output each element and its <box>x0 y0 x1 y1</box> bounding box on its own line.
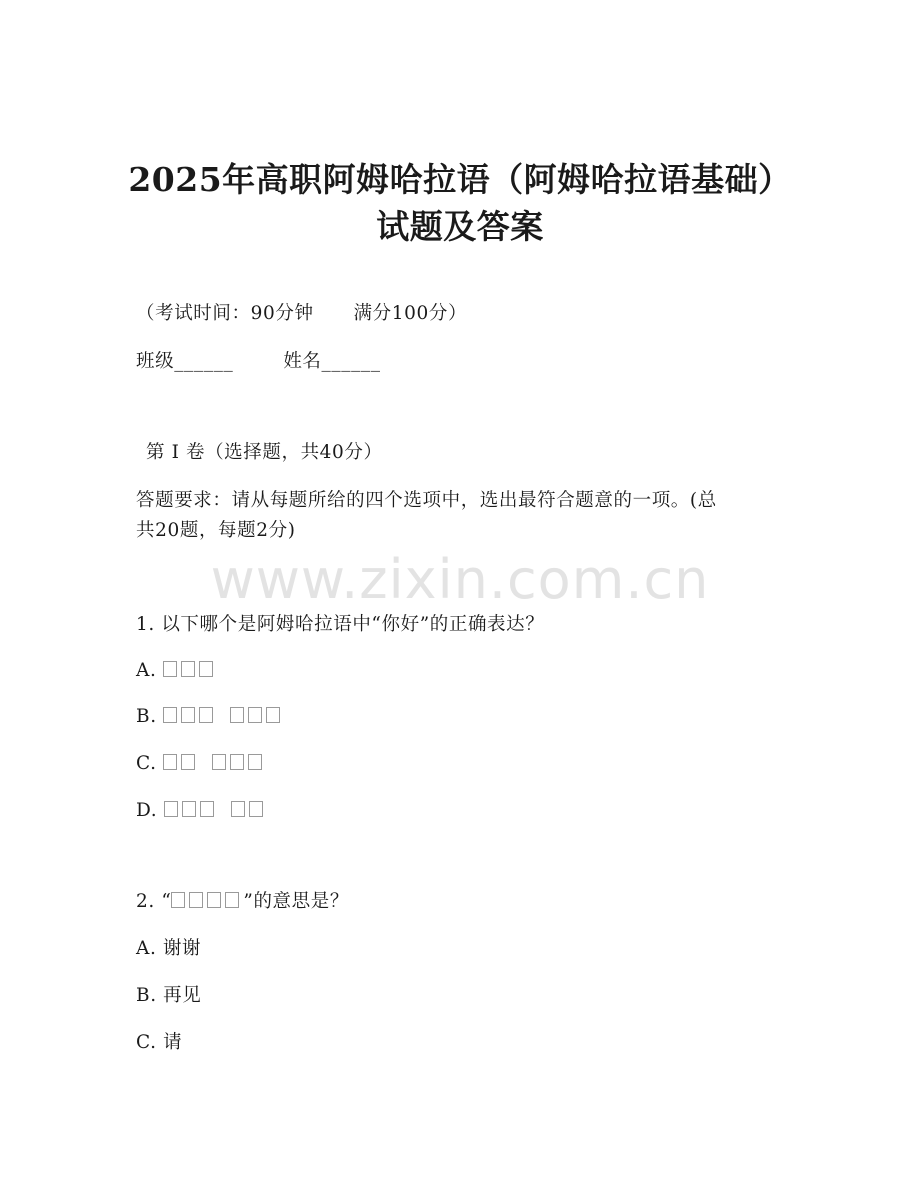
student-info <box>136 350 381 374</box>
question-1-option-d <box>136 799 267 823</box>
option-text <box>164 800 267 821</box>
missing-glyph-box <box>230 707 244 723</box>
exam-title-line2: 试题及答案 <box>376 207 544 246</box>
option-label: D. <box>136 800 158 821</box>
option-label: B. <box>136 985 157 1006</box>
option-text: 请 <box>163 1032 183 1053</box>
option-text <box>163 706 284 727</box>
question-2-option-c <box>136 1031 182 1055</box>
question-2-option-b <box>136 984 201 1008</box>
missing-glyph-box <box>249 801 263 817</box>
question-1-option-b <box>136 705 284 729</box>
question-2-stem <box>136 890 349 914</box>
class-field-label: 班级______ <box>136 351 234 372</box>
missing-glyph-box <box>212 754 226 770</box>
missing-glyph-box <box>171 892 185 908</box>
missing-glyph-box <box>163 661 177 677</box>
missing-glyph-box <box>181 707 195 723</box>
missing-glyph-box <box>164 801 178 817</box>
question-1-option-a <box>136 659 217 683</box>
question-2-stem-prefix: 2. “ <box>136 891 172 912</box>
missing-glyph-box <box>181 661 195 677</box>
option-text <box>163 660 217 681</box>
exam-total-score: 满分100分） <box>353 303 468 324</box>
instructions-line2: 共20题，每题2分) <box>136 520 296 541</box>
question-1-option-c <box>136 752 266 776</box>
option-label: A. <box>136 938 157 959</box>
option-text: 谢谢 <box>162 938 202 959</box>
missing-glyph-box <box>189 892 203 908</box>
missing-glyph-box <box>230 754 244 770</box>
option-text: 再见 <box>163 985 202 1006</box>
missing-glyph-box <box>163 707 177 723</box>
option-label: A. <box>136 660 157 681</box>
option-label: C. <box>136 1032 157 1053</box>
missing-glyph-box <box>200 801 214 817</box>
missing-glyph-box <box>248 754 262 770</box>
question-2-amharic-word <box>171 891 243 912</box>
name-field-label: 姓名______ <box>283 351 381 372</box>
missing-glyph-box <box>248 707 262 723</box>
missing-glyph-box <box>182 801 196 817</box>
missing-glyph-box <box>231 801 245 817</box>
exam-title-line1: 2025年高职阿姆哈拉语（阿姆哈拉语基础） <box>128 160 792 199</box>
question-1-stem: 1. 以下哪个是阿姆哈拉语中“你好”的正确表达？ <box>136 614 545 635</box>
watermark: www.zixin.com.cn <box>210 548 710 611</box>
exam-info <box>136 302 467 326</box>
missing-glyph-box <box>266 707 280 723</box>
question-2-option-a <box>136 937 201 961</box>
instructions-line1: 答题要求：请从每题所给的四个选项中，选出最符合题意的一项。(总 <box>136 490 717 511</box>
missing-glyph-box <box>207 892 221 908</box>
option-label: B. <box>136 706 157 727</box>
section-header: 第 I 卷（选择题，共40分） <box>146 442 383 463</box>
missing-glyph-box <box>199 707 213 723</box>
missing-glyph-box <box>163 754 177 770</box>
option-label: C. <box>136 753 157 774</box>
missing-glyph-box <box>225 892 239 908</box>
option-text <box>163 753 266 774</box>
question-2-stem-suffix: ”的意思是？ <box>243 891 349 912</box>
missing-glyph-box <box>199 661 213 677</box>
exam-time: （考试时间：90分钟 <box>136 303 314 324</box>
missing-glyph-box <box>181 754 195 770</box>
